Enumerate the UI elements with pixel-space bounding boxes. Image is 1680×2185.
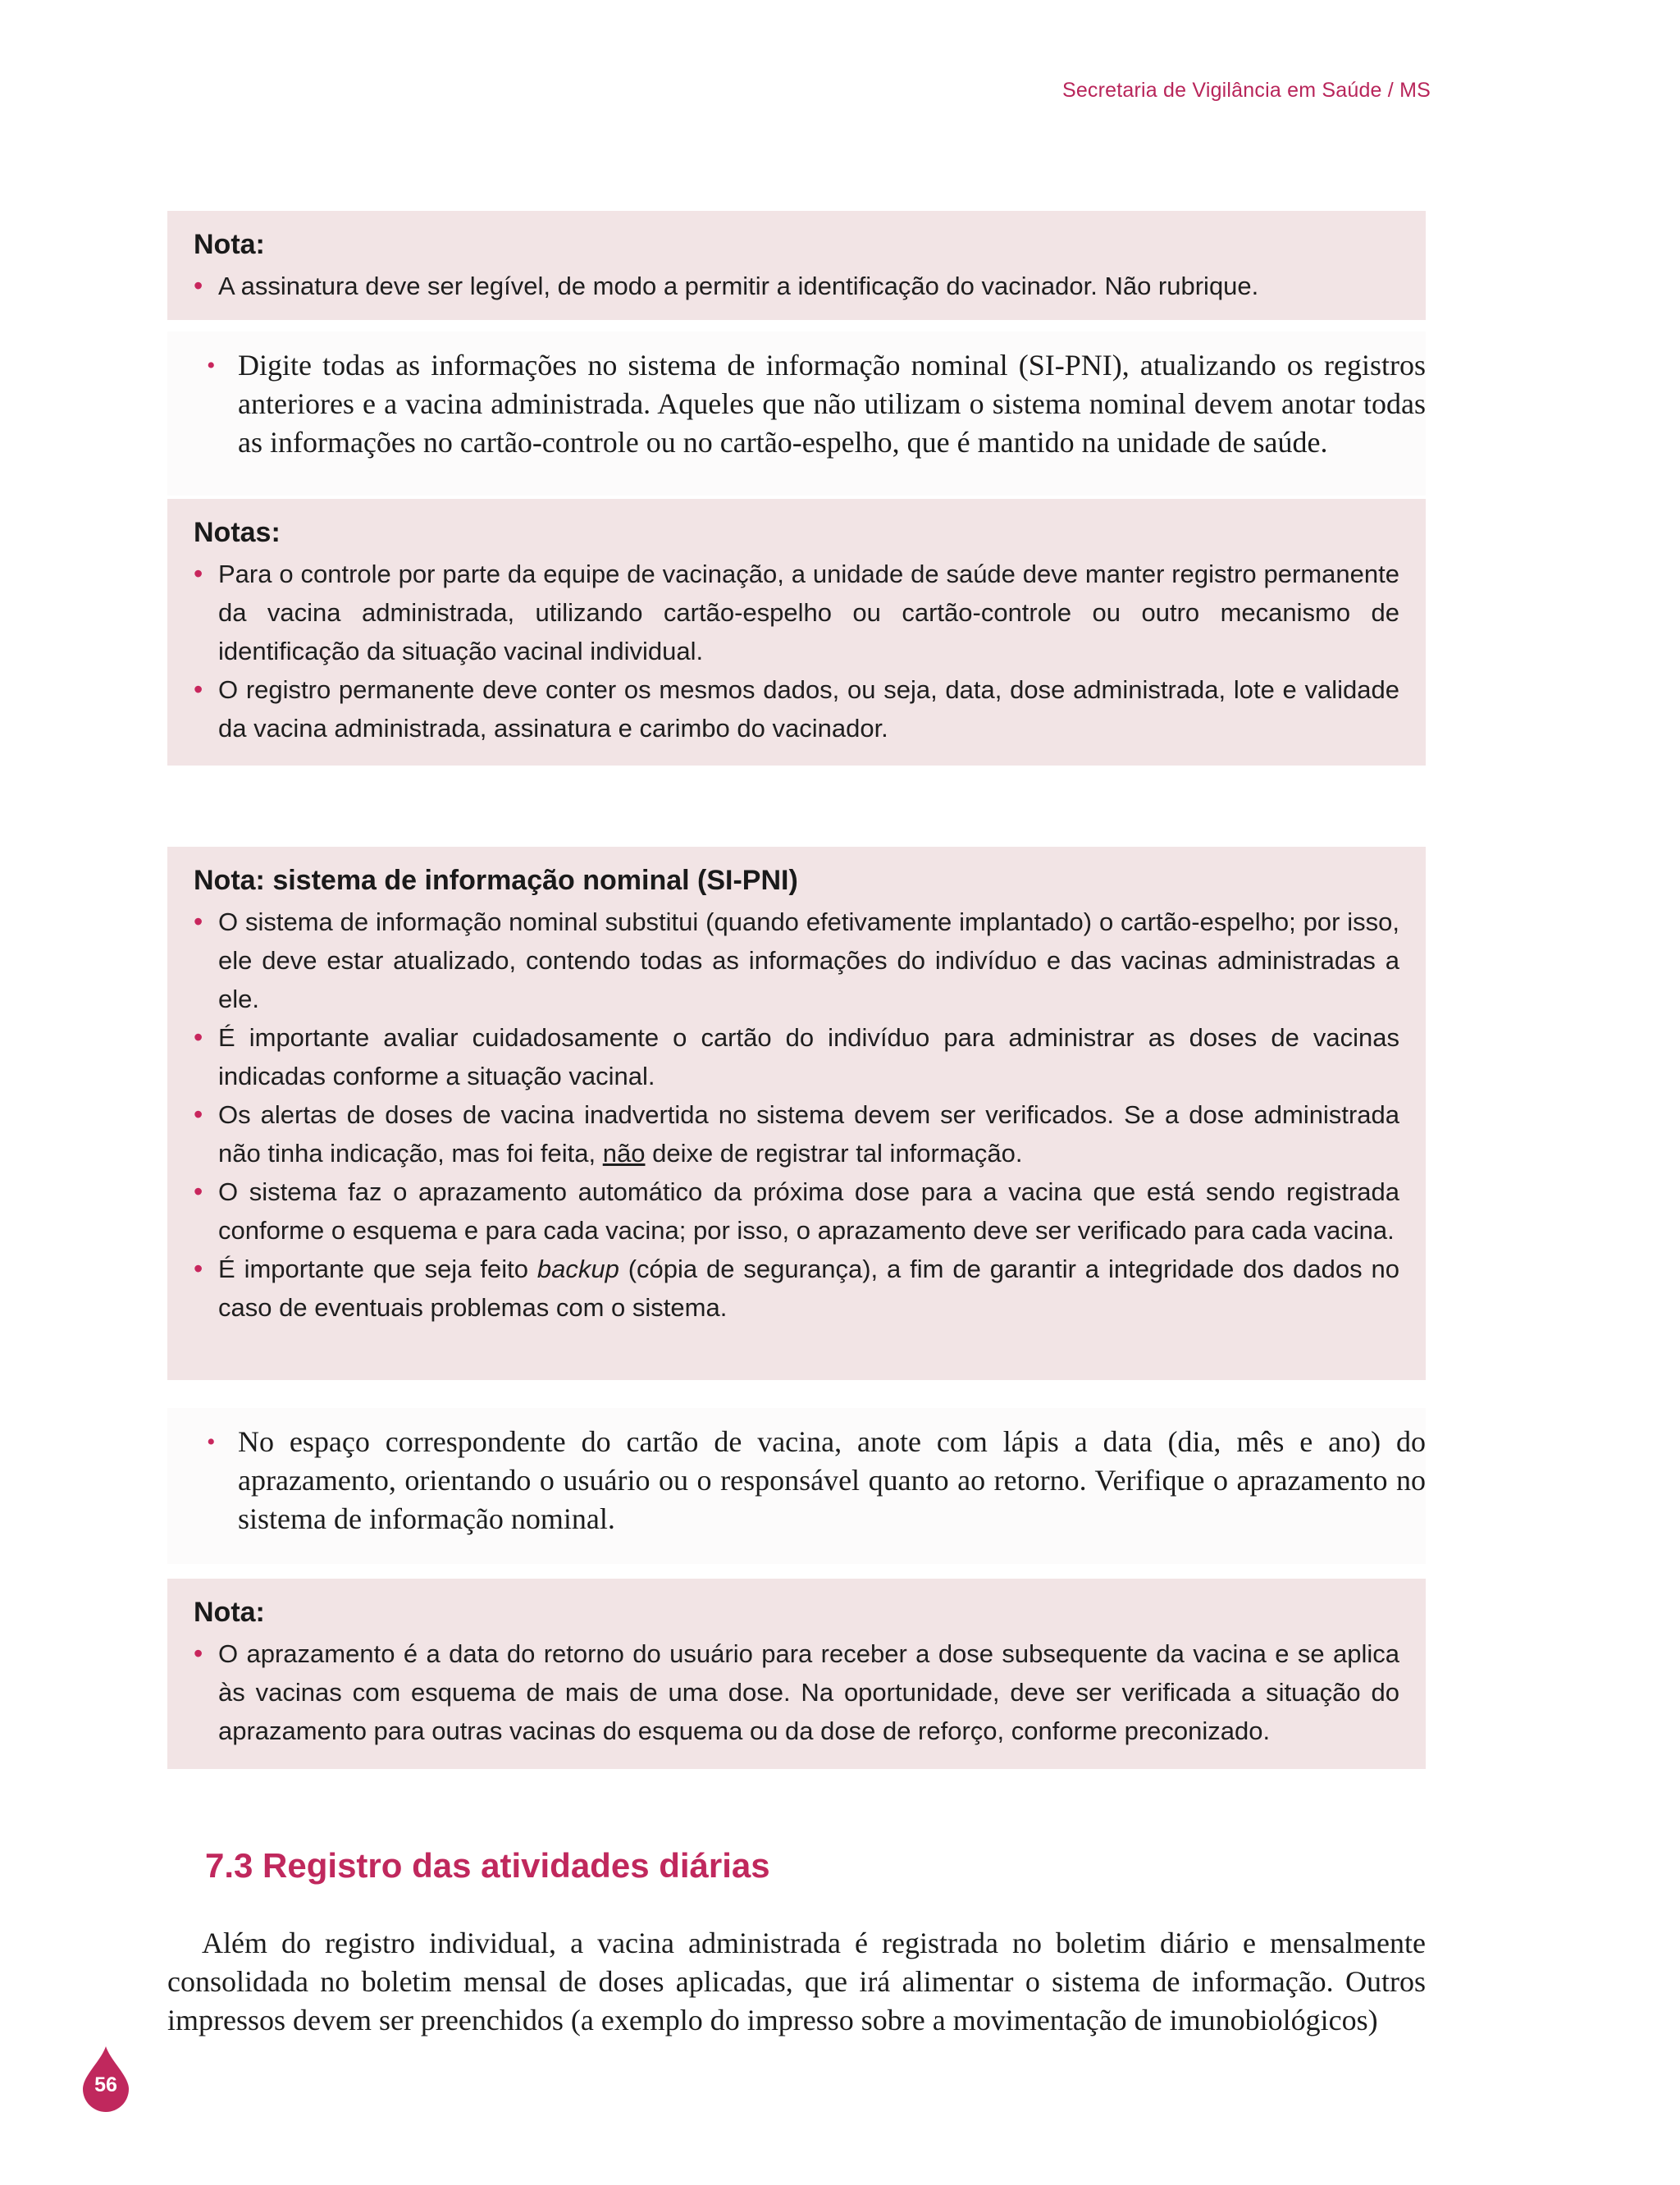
- note-item: • O registro permanente deve conter os mesmos dados, ou seja, data, dose administrada, lote e validade da vacina administrada, assinatura e carimbo do vacinador.: [194, 670, 1399, 747]
- note-text: deixe de registrar tal informação.: [645, 1139, 1023, 1168]
- note-title: Nota:: [194, 229, 265, 260]
- note-text: (cópia de segurança), a fim de garantir a integridade dos dados no caso de eventuais problemas com o sistema.: [218, 1255, 1399, 1322]
- note-list: [194, 903, 1399, 1327]
- instruction-list: [207, 346, 1426, 462]
- note-title: Notas:: [194, 517, 281, 548]
- note-title: Nota: sistema de informação nominal (SI-PNI): [194, 865, 798, 896]
- instruction-block-si-pni: [167, 331, 1426, 496]
- note-text: É importante que seja feito: [218, 1255, 537, 1283]
- note-item: • A assinatura deve ser legível, de modo a permitir a identificação do vacinador. Não rubrique.: [194, 267, 1399, 305]
- instruction-item: • Digite todas as informações no sistema de informação nominal (SI-PNI), atualizando os registros anteriores e a vacina administrada. Aqueles que não utilizam o sistema nominal devem anotar todas as informações no cartão-controle ou no cartão-espelho, que é mantido na unidade de saúde.: [207, 346, 1426, 462]
- note-item: • O sistema faz o aprazamento automático da próxima dose para a vacina que está sendo registrada conforme o esquema e para cada vacina; por isso, o aprazamento deve ser verificado para cada vacina.: [194, 1172, 1399, 1250]
- note-text: Os alertas de doses de vacina inadvertida no sistema devem ser verificados. Se a dose administrada não tinha indicação, mas foi feita,: [218, 1100, 1399, 1168]
- instruction-block-aprazamento: [167, 1408, 1426, 1564]
- section-heading: 7.3 Registro das atividades diárias: [205, 1846, 770, 1885]
- note-item: • É importante avaliar cuidadosamente o cartão do indivíduo para administrar as doses de vacinas indicadas conforme a situação vacinal.: [194, 1018, 1399, 1095]
- note-box-signature: [167, 211, 1426, 320]
- page-number: 56: [94, 2073, 117, 2096]
- running-header: Secretaria de Vigilância em Saúde / MS: [1061, 79, 1431, 102]
- italic-term: backup: [536, 1255, 619, 1283]
- instruction-item: • No espaço correspondente do cartão de vacina, anote com lápis a data (dia, mês e ano) do aprazamento, orientando o usuário ou o responsável quanto ao retorno. Verifique o aprazamento no sistema de informação nominal.: [207, 1423, 1426, 1538]
- note-item: • O aprazamento é a data do retorno do usuário para receber a dose subsequente da vacina e se aplica às vacinas com esquema de mais de uma dose. Na oportunidade, deve ser verificada a situação do aprazamento para outras vacinas do esquema ou da dose de reforço, conforme preconizado.: [194, 1634, 1399, 1750]
- underlined-word: não: [602, 1139, 646, 1168]
- note-item: [194, 1095, 1399, 1172]
- note-list: [194, 555, 1399, 747]
- note-title: Nota:: [194, 1597, 265, 1628]
- note-box-si-pni: [167, 847, 1426, 1380]
- note-item: • Para o controle por parte da equipe de vacinação, a unidade de saúde deve manter registro permanente da vacina administrada, utilizando cartão-espelho ou cartão-controle ou outro mecanismo de identificação da situação vacinal individual.: [194, 555, 1399, 670]
- note-list: [194, 267, 1399, 305]
- instruction-list: [207, 1423, 1426, 1538]
- note-item: • O sistema de informação nominal substitui (quando efetivamente implantado) o cartão-espelho; por isso, ele deve estar atualizado, contendo todas as informações do indivíduo e das vacinas administradas a ele.: [194, 903, 1399, 1018]
- note-box-aprazamento: [167, 1579, 1426, 1769]
- body-paragraph: Além do registro individual, a vacina administrada é registrada no boletim diário e mensalmente consolidada no boletim mensal de doses aplicadas, que irá alimentar o sistema de informação. Outros impressos devem ser preenchidos (a exemplo do impresso sobre a movimentação de imunobiológicos): [167, 1927, 1426, 2036]
- note-item: [194, 1250, 1399, 1327]
- note-list: [194, 1634, 1399, 1750]
- note-box-permanent-record: [167, 499, 1426, 766]
